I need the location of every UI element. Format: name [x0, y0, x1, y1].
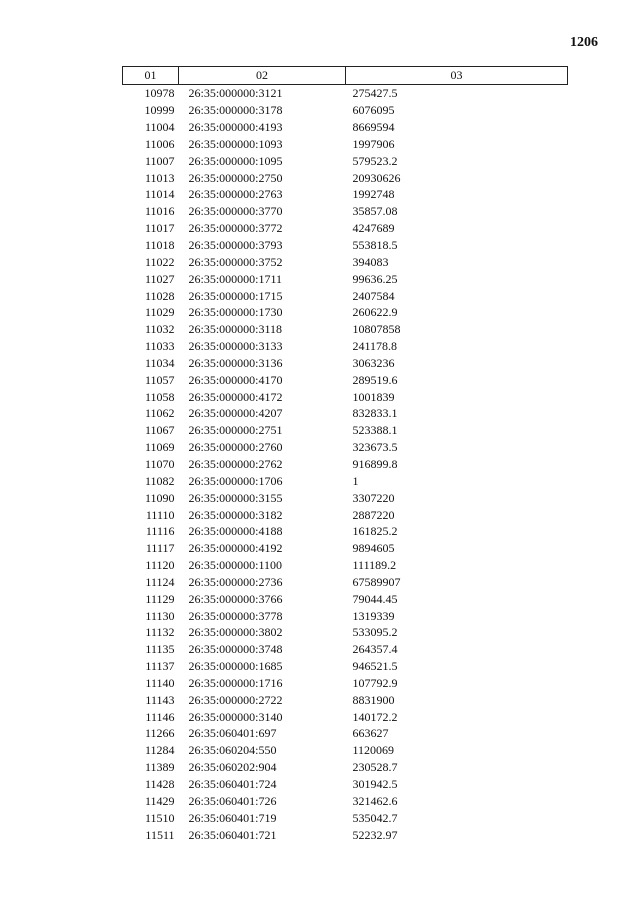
cadastral-number-cell: 26:35:000000:4170: [188, 372, 283, 387]
cadastral-number-cell: 26:35:000000:1716: [188, 675, 283, 690]
value-cell: 264357.4: [352, 642, 398, 657]
row-id-cell: 11143: [145, 692, 175, 707]
table-row: [123, 253, 568, 270]
cadastral-number-cell: 26:35:000000:3121: [188, 86, 283, 101]
value-cell: 10807858: [352, 322, 401, 337]
cadastral-number-cell: 26:35:060202:904: [188, 760, 277, 775]
table-row: [123, 607, 568, 624]
cadastral-number-cell: 26:35:000000:3772: [188, 221, 283, 236]
cadastral-number-cell: 26:35:000000:3752: [188, 254, 283, 269]
row-id-cell: 11132: [145, 625, 175, 640]
table-row: [123, 826, 568, 843]
value-cell: 275427.5: [352, 86, 398, 101]
value-cell: 52232.97: [352, 827, 398, 842]
data-table: [122, 66, 568, 843]
cadastral-number-cell: 26:35:060401:726: [188, 793, 277, 808]
table-row: [123, 792, 568, 809]
row-id-cell: 11032: [144, 322, 175, 337]
cadastral-number-cell: 26:35:060401:721: [188, 827, 277, 842]
value-cell: 553818.5: [352, 238, 398, 253]
table-row: [123, 338, 568, 355]
value-cell: 916899.8: [352, 456, 398, 471]
table-row: [123, 624, 568, 641]
cadastral-number-cell: 26:35:000000:1715: [188, 288, 283, 303]
value-cell: 9894605: [352, 541, 395, 556]
row-id-cell: 11116: [145, 524, 175, 539]
value-cell: 99636.25: [352, 271, 398, 286]
value-cell: 260622.9: [352, 305, 398, 320]
row-id-cell: 11428: [144, 777, 175, 792]
value-cell: 321462.6: [352, 793, 398, 808]
cadastral-number-cell: 26:35:000000:4188: [188, 524, 283, 539]
page-number: 1206: [570, 35, 598, 50]
table-row: [123, 287, 568, 304]
value-cell: 140172.2: [352, 709, 398, 724]
row-id-cell: 11013: [144, 170, 175, 185]
table-row: [123, 422, 568, 439]
cadastral-number-cell: 26:35:000000:2751: [188, 423, 283, 438]
row-id-cell: 11284: [144, 743, 175, 758]
table-row: [123, 371, 568, 388]
value-cell: 301942.5: [352, 777, 398, 792]
value-cell: 579523.2: [352, 153, 398, 168]
row-id-cell: 11124: [145, 574, 175, 589]
row-id-cell: 11069: [144, 440, 175, 455]
value-cell: 663627: [352, 726, 389, 741]
value-cell: 4247689: [352, 221, 395, 236]
cadastral-number-cell: 26:35:000000:1730: [188, 305, 283, 320]
table-row: [123, 388, 568, 405]
column-header-03: 03: [346, 67, 568, 85]
table-row: [123, 270, 568, 287]
cadastral-number-cell: 26:35:060401:697: [188, 726, 277, 741]
value-cell: 1120069: [352, 743, 395, 758]
cadastral-number-cell: 26:35:000000:1711: [188, 271, 283, 286]
table-row: [123, 439, 568, 456]
cadastral-number-cell: 26:35:000000:3182: [188, 507, 283, 522]
row-id-cell: 11146: [145, 709, 175, 724]
row-id-cell: 11004: [144, 120, 175, 135]
row-id-cell: 11090: [144, 490, 175, 505]
table-row: [123, 85, 568, 102]
cadastral-number-cell: 26:35:000000:2736: [188, 574, 283, 589]
cadastral-number-cell: 26:35:000000:3133: [188, 339, 283, 354]
table-row: [123, 119, 568, 136]
table-row: [123, 304, 568, 321]
table-row: [123, 641, 568, 658]
row-id-cell: 11029: [144, 305, 175, 320]
row-id-cell: 11429: [144, 793, 175, 808]
value-cell: 1001839: [352, 389, 395, 404]
value-cell: 533095.2: [352, 625, 398, 640]
row-id-cell: 11027: [144, 271, 175, 286]
table-row: [123, 102, 568, 119]
header-row: [123, 67, 568, 85]
data-table-container: [122, 66, 567, 843]
cadastral-number-cell: 26:35:000000:3766: [188, 591, 283, 606]
row-id-cell: 11058: [144, 389, 175, 404]
cadastral-number-cell: 26:35:000000:1100: [188, 558, 283, 573]
row-id-cell: 11140: [145, 675, 175, 690]
column-header-01: 01: [123, 67, 179, 85]
value-cell: 79044.45: [352, 591, 398, 606]
value-cell: 946521.5: [352, 659, 398, 674]
table-row: [123, 405, 568, 422]
value-cell: 289519.6: [352, 372, 398, 387]
value-cell: 3063236: [352, 355, 395, 370]
row-id-cell: 11110: [145, 507, 175, 522]
cadastral-number-cell: 26:35:000000:3178: [188, 103, 283, 118]
table-row: [123, 237, 568, 254]
table-row: [123, 472, 568, 489]
row-id-cell: 11130: [145, 608, 175, 623]
table-row: [123, 557, 568, 574]
cadastral-number-cell: 26:35:000000:3793: [188, 238, 283, 253]
row-id-cell: 11028: [144, 288, 175, 303]
column-header-02: 02: [179, 67, 346, 85]
table-row: [123, 658, 568, 675]
cadastral-number-cell: 26:35:000000:2762: [188, 456, 283, 471]
cadastral-number-cell: 26:35:000000:1706: [188, 473, 283, 488]
table-row: [123, 742, 568, 759]
value-cell: 523388.1: [352, 423, 398, 438]
cadastral-number-cell: 26:35:000000:4172: [188, 389, 283, 404]
row-id-cell: 11016: [144, 204, 175, 219]
cadastral-number-cell: 26:35:060204:550: [188, 743, 277, 758]
cadastral-number-cell: 26:35:000000:2722: [188, 692, 283, 707]
value-cell: 20930626: [352, 170, 401, 185]
row-id-cell: 11389: [144, 760, 175, 775]
row-id-cell: 11018: [144, 238, 175, 253]
row-id-cell: 11511: [145, 827, 175, 842]
row-id-cell: 11033: [144, 339, 175, 354]
row-id-cell: 11007: [144, 153, 175, 168]
value-cell: 1997906: [352, 136, 395, 151]
table-row: [123, 675, 568, 692]
cadastral-number-cell: 26:35:000000:3118: [188, 322, 283, 337]
row-id-cell: 11062: [144, 406, 175, 421]
cadastral-number-cell: 26:35:000000:3748: [188, 642, 283, 657]
table-row: [123, 506, 568, 523]
table-row: [123, 203, 568, 220]
value-cell: 241178.8: [352, 339, 398, 354]
cadastral-number-cell: 26:35:000000:2750: [188, 170, 283, 185]
table-row: [123, 590, 568, 607]
row-id-cell: 11082: [144, 473, 175, 488]
cadastral-number-cell: 26:35:000000:4192: [188, 541, 283, 556]
cadastral-number-cell: 26:35:000000:2760: [188, 440, 283, 455]
value-cell: 67589907: [352, 574, 401, 589]
value-cell: 2407584: [352, 288, 395, 303]
row-id-cell: 11137: [145, 659, 175, 674]
value-cell: 8669594: [352, 120, 395, 135]
cadastral-number-cell: 26:35:000000:3155: [188, 490, 283, 505]
row-id-cell: 11070: [144, 456, 175, 471]
table-body: [123, 85, 568, 843]
table-row: [123, 708, 568, 725]
row-id-cell: 10999: [144, 103, 175, 118]
table-row: [123, 186, 568, 203]
row-id-cell: 11129: [145, 591, 175, 606]
table-row: [123, 776, 568, 793]
table-row: [123, 540, 568, 557]
cadastral-number-cell: 26:35:000000:1095: [188, 153, 283, 168]
cadastral-number-cell: 26:35:000000:3802: [188, 625, 283, 640]
cadastral-number-cell: 26:35:000000:1685: [188, 659, 283, 674]
row-id-cell: 11266: [144, 726, 175, 741]
value-cell: 6076095: [352, 103, 395, 118]
row-id-cell: 11017: [144, 221, 175, 236]
value-cell: 1: [352, 473, 359, 488]
row-id-cell: 11120: [145, 558, 175, 573]
value-cell: 2887220: [352, 507, 395, 522]
cadastral-number-cell: 26:35:000000:3778: [188, 608, 283, 623]
table-row: [123, 573, 568, 590]
table-row: [123, 489, 568, 506]
table-row: [123, 759, 568, 776]
cadastral-number-cell: 26:35:060401:724: [188, 777, 277, 792]
table-row: [123, 355, 568, 372]
cadastral-number-cell: 26:35:000000:2763: [188, 187, 283, 202]
cadastral-number-cell: 26:35:000000:3770: [188, 204, 283, 219]
cadastral-number-cell: 26:35:000000:1093: [188, 136, 283, 151]
value-cell: 3307220: [352, 490, 395, 505]
row-id-cell: 11510: [144, 810, 175, 825]
table-row: [123, 809, 568, 826]
cadastral-number-cell: 26:35:000000:3140: [188, 709, 283, 724]
value-cell: 230528.7: [352, 760, 398, 775]
value-cell: 323673.5: [352, 440, 398, 455]
table-header: [123, 67, 568, 85]
row-id-cell: 11034: [144, 355, 175, 370]
row-id-cell: 11022: [144, 254, 175, 269]
table-row: [123, 136, 568, 153]
row-id-cell: 11057: [144, 372, 175, 387]
row-id-cell: 11135: [145, 642, 175, 657]
table-row: [123, 725, 568, 742]
value-cell: 832833.1: [352, 406, 398, 421]
row-id-cell: 11067: [144, 423, 175, 438]
value-cell: 1319339: [352, 608, 395, 623]
row-id-cell: 11117: [145, 541, 175, 556]
row-id-cell: 11014: [144, 187, 175, 202]
cadastral-number-cell: 26:35:060401:719: [188, 810, 277, 825]
cadastral-number-cell: 26:35:000000:4207: [188, 406, 283, 421]
value-cell: 8831900: [352, 692, 395, 707]
table-row: [123, 152, 568, 169]
row-id-cell: 10978: [144, 86, 175, 101]
value-cell: 35857.08: [352, 204, 398, 219]
cadastral-number-cell: 26:35:000000:4193: [188, 120, 283, 135]
table-row: [123, 456, 568, 473]
cadastral-number-cell: 26:35:000000:3136: [188, 355, 283, 370]
table-row: [123, 220, 568, 237]
table-row: [123, 523, 568, 540]
value-cell: 111189.2: [352, 558, 397, 573]
value-cell: 161825.2: [352, 524, 398, 539]
table-row: [123, 169, 568, 186]
value-cell: 107792.9: [352, 675, 398, 690]
value-cell: 1992748: [352, 187, 395, 202]
value-cell: 394083: [352, 254, 389, 269]
table-row: [123, 321, 568, 338]
table-row: [123, 691, 568, 708]
row-id-cell: 11006: [144, 136, 175, 151]
value-cell: 535042.7: [352, 810, 398, 825]
